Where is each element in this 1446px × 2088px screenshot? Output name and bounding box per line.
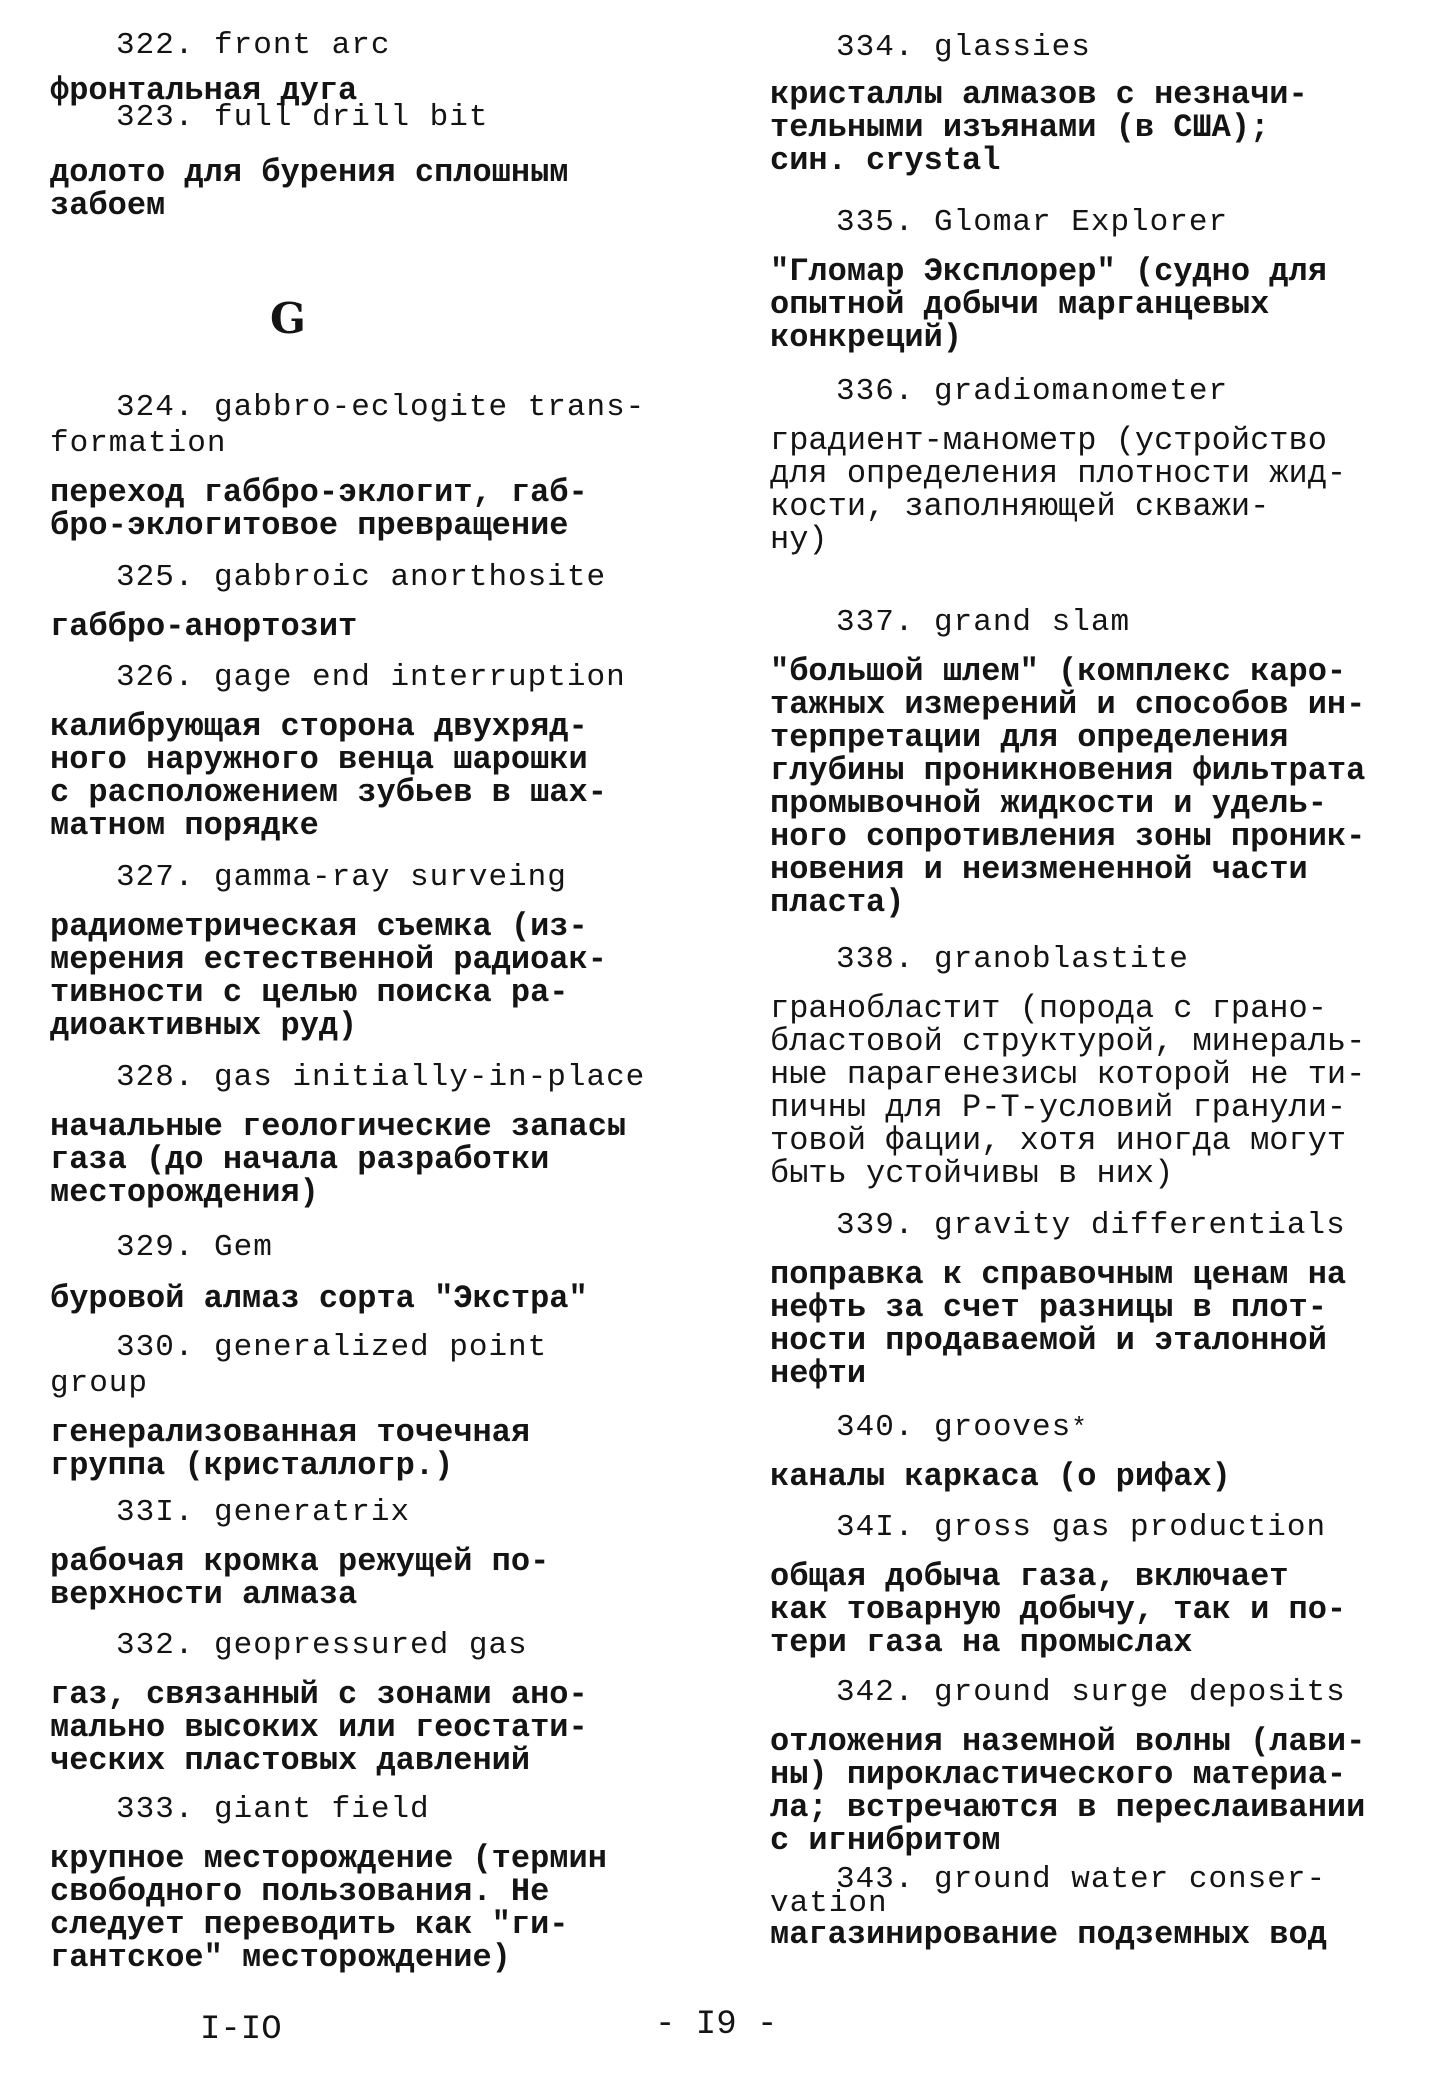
entry-definition: газ, связанный с зонами ано- мально высоких или геостати- ческих пластовых давлений (50, 1676, 588, 1779)
entry-330 (50, 1330, 710, 1482)
entry-term: 329. Gem (116, 1230, 273, 1265)
entry-definition: кристаллы алмазов с незначи- тельными изъянами (в США); син. crystal (770, 76, 1308, 179)
entry-337 (770, 605, 1430, 919)
entry-definition: буровой алмаз сорта "Экстра" (50, 1280, 588, 1317)
entry-term: 337. grand slam (836, 605, 1131, 640)
entry-340 (770, 1410, 1430, 1493)
entry-333 (50, 1792, 710, 1974)
entry-term: 34I. gross gas production (836, 1510, 1327, 1545)
entry-definition: рабочая кромка режущей по- верхности алмаза (50, 1543, 550, 1613)
entry-343 (770, 1862, 1430, 1953)
entry-term-text: 340. grooves (836, 1410, 1072, 1445)
entry-331 (50, 1495, 710, 1611)
entry-term (836, 1410, 1430, 1446)
entry-term: 327. gamma-ray surveing (116, 860, 567, 895)
asterisk-mark: * (1071, 1413, 1088, 1443)
entry-definition: магазинирование подземных вод (770, 1916, 1327, 1953)
entry-definition: переход габбро-эклогит, габ- бро-эклогитовое превращение (50, 474, 588, 544)
entry-term: 343. ground water conser- vation (770, 1862, 1327, 1921)
section-letter: G (270, 294, 306, 343)
entry-term: 326. gage end interruption (116, 660, 626, 695)
entry-term: 335. Glomar Explorer (836, 205, 1229, 240)
entry-definition: фронтальная дуга (50, 72, 358, 109)
entry-term: 323. full drill bit (116, 100, 489, 135)
entry-323 (50, 100, 710, 222)
footer-sheet-code: I-IO (200, 2011, 282, 2049)
entry-definition: долото для бурения сплошным забоем (50, 154, 569, 224)
page-number: - I9 - (655, 2006, 778, 2044)
entry-322 (50, 28, 710, 107)
entry-definition: радиометрическая съемка (из- мерения естественной радиоак- тивности с целью поиска ра- диоактивных руд) (50, 908, 607, 1044)
entry-326 (50, 660, 710, 842)
entry-definition: крупное месторождение (термин свободного пользования. Не следует переводить как "ги- гантское" месторождение) (50, 1840, 607, 1976)
entry-definition: генерализованная точечная группа (кристаллогр.) (50, 1414, 531, 1484)
entry-325 (50, 560, 710, 643)
entry-term: 33I. generatrix (116, 1495, 411, 1530)
entry-term: 324. gabbro-eclogite trans- formation (50, 390, 646, 461)
entry-definition: калибрующая сторона двухряд- ного наружного венца шарошки с расположением зубьев в шах- матном порядке (50, 708, 607, 844)
entry-term: 342. ground surge deposits (836, 1675, 1346, 1710)
entry-term: 333. giant field (116, 1792, 430, 1827)
entry-term: 328. gas initially-in-place (116, 1060, 646, 1095)
entry-342 (770, 1675, 1430, 1857)
entry-term: 325. gabbroic anorthosite (116, 560, 607, 595)
entry-332 (50, 1628, 710, 1777)
entry-definition: гранобластит (порода с грано- бластовой структурой, минераль- ные парагенезисы которой не ти- пичны для P-T-условий гранули- товой фации, хотя иногда могут быть устойчивы в них) (770, 990, 1366, 1192)
entry-definition: каналы каркаса (о рифах) (770, 1458, 1231, 1495)
entry-341 (770, 1510, 1430, 1659)
entry-335 (770, 205, 1430, 354)
entry-definition: габбро-анортозит (50, 608, 358, 645)
entry-definition: "Гломар Эксплорер" (судно для опытной добычи марганцевых конкреций) (770, 253, 1327, 356)
entry-definition: общая добыча газа, включает как товарную добычу, так и по- тери газа на промыслах (770, 1558, 1347, 1661)
entry-336 (770, 374, 1430, 556)
entry-definition: градиент-манометр (устройство для определения плотности жид- кости, заполняющей скважи- ну) (770, 422, 1347, 558)
entry-definition: "большой шлем" (комплекс каро- тажных измерений и способов ин- терпретации для определения глубины проникновения фильтрата промывочной жидкости и удель- ного сопротивления зоны проник- новения и неизмененной части пласта) (770, 653, 1366, 921)
entry-term: 338. granoblastite (836, 942, 1189, 977)
entry-term: 322. front arc (116, 28, 391, 63)
entry-327 (50, 860, 710, 1042)
entry-334 (770, 30, 1430, 177)
entry-definition: поправка к справочным ценам на нефть за счет разницы в плот- ности продаваемой и эталонной нефти (770, 1256, 1347, 1392)
entry-term: 336. gradiomanometer (836, 374, 1229, 409)
entry-328 (50, 1060, 710, 1209)
entry-324 (50, 390, 710, 542)
entry-definition: начальные геологические запасы газа (до начала разработки месторождения) (50, 1108, 627, 1211)
entry-term: 339. gravity differentials (836, 1208, 1346, 1243)
entry-329 (50, 1230, 710, 1315)
entry-term: 332. geopressured gas (116, 1628, 528, 1663)
entry-term: 330. generalized point group (50, 1330, 548, 1401)
entry-338 (770, 942, 1430, 1190)
entry-term: 334. glassies (836, 30, 1091, 65)
entry-339 (770, 1208, 1430, 1390)
entry-definition: отложения наземной волны (лави- ны) пирокластического материа- ла; встречаются в переслаивании с игнибритом (770, 1723, 1366, 1859)
